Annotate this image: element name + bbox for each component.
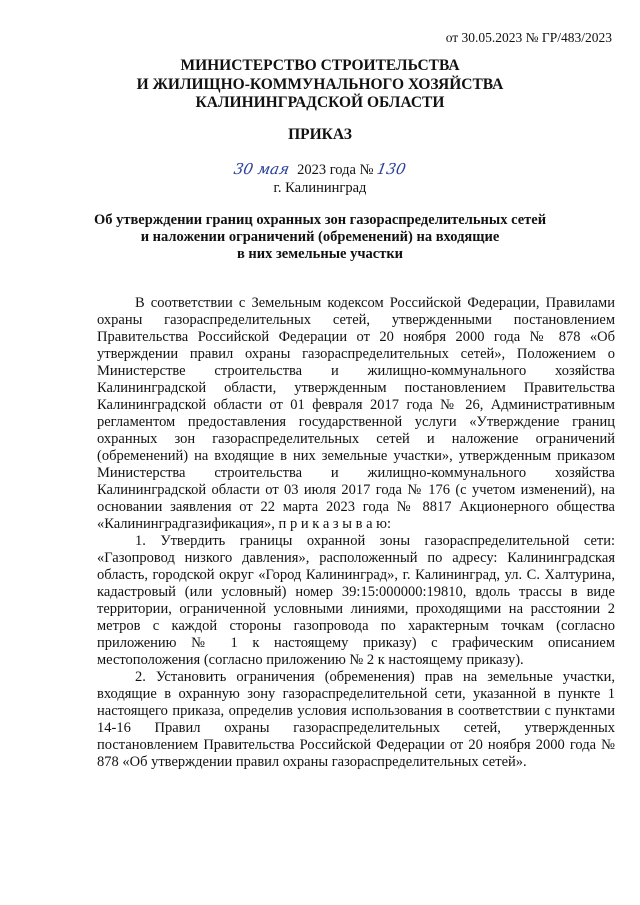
date-printed: 2023 года № <box>297 162 374 178</box>
subject-line-3: в них земельные участки <box>236 246 404 262</box>
preamble-paragraph: В соответствии с Земельным кодексом Российской Федерации, Правилами охраны газораспределительных сетей, утвержденными постановлением Правительства Российской Федерации от 20 ноября 2000 года № 878 «Об утверждении правил охраны газораспределительных сетей», Положением о Министерстве строительства и жилищно-коммунального хозяйства Калининградской области, утвержденным постановлением Правительства Калининградской области от 01 февраля 2017 года № 26, Административным регламентом предоставления государственной услуги «Утверждение границ охранных зон газораспределительных сетей и наложение ограничений (обременений) на входящие в них земельные участки», утвержденным приказом Министерства строительства и жилищно-коммунального хозяйства Калининградской области от 03 июля 2017 года № 176 (с учетом изменений), на основании заявления от 22 марта 2023 года № 8817 Акционерного общества «Калининградгазификация», п р и к а з ы в а ю: <box>97 295 615 532</box>
ministry-line-2: И ЖИЛИЩНО-КОММУНАЛЬНОГО ХОЗЯЙСТВА <box>136 75 504 93</box>
ministry-line-1: МИНИСТЕРСТВО СТРОИТЕЛЬСТВА <box>180 57 460 74</box>
registration-stamp: от 30.05.2023 № ГР/483/2023 <box>445 30 612 45</box>
ministry-line-3: КАЛИНИНГРАДСКОЙ ОБЛАСТИ <box>195 94 445 111</box>
city: г. Калининград <box>273 180 367 196</box>
ministry-heading <box>0 57 640 113</box>
handwritten-number: 130 <box>375 160 408 178</box>
document-type: ПРИКАЗ <box>288 126 352 143</box>
handwritten-date: 30 мая <box>232 160 291 178</box>
subject-line-1: Об утверждении границ охранных зон газораспределительных сетей <box>93 212 547 228</box>
date-line <box>0 160 640 179</box>
order-body <box>97 295 615 771</box>
subject-line-2: и наложении ограничений (обременений) на входящие <box>140 229 500 245</box>
order-subject <box>0 212 640 263</box>
item-1-paragraph: 1. Утвердить границы охранной зоны газораспределительной сети: «Газопровод низкого давления», расположенный по адресу: Калининградская область, городской округ «Город Калининград», г. Калининград, ул. С. Халтурина, кадастровый (или условный) номер 39:15:000000:19810, вдоль трассы в виде территории, ограниченной условными линиями, проходящими на расстоянии 2 метров с каждой стороны газопровода по характерным точкам (согласно приложению № 1 к настоящему приказу) с графическим описанием местоположения (согласно приложению № 2 к настоящему приказу). <box>97 533 615 668</box>
item-2-paragraph: 2. Установить ограничения (обременения) прав на земельные участки, входящие в охранную зону газораспределительной сети, указанной в пункте 1 настоящего приказа, определив условия использования в соответствии с пунктами 14-16 Правил охраны газораспределительных сетей, утвержденных постановлением Правительства Российской Федерации от 20 ноября 2000 года № 878 «Об утверждении правил охраны газораспределительных сетей». <box>97 669 615 770</box>
